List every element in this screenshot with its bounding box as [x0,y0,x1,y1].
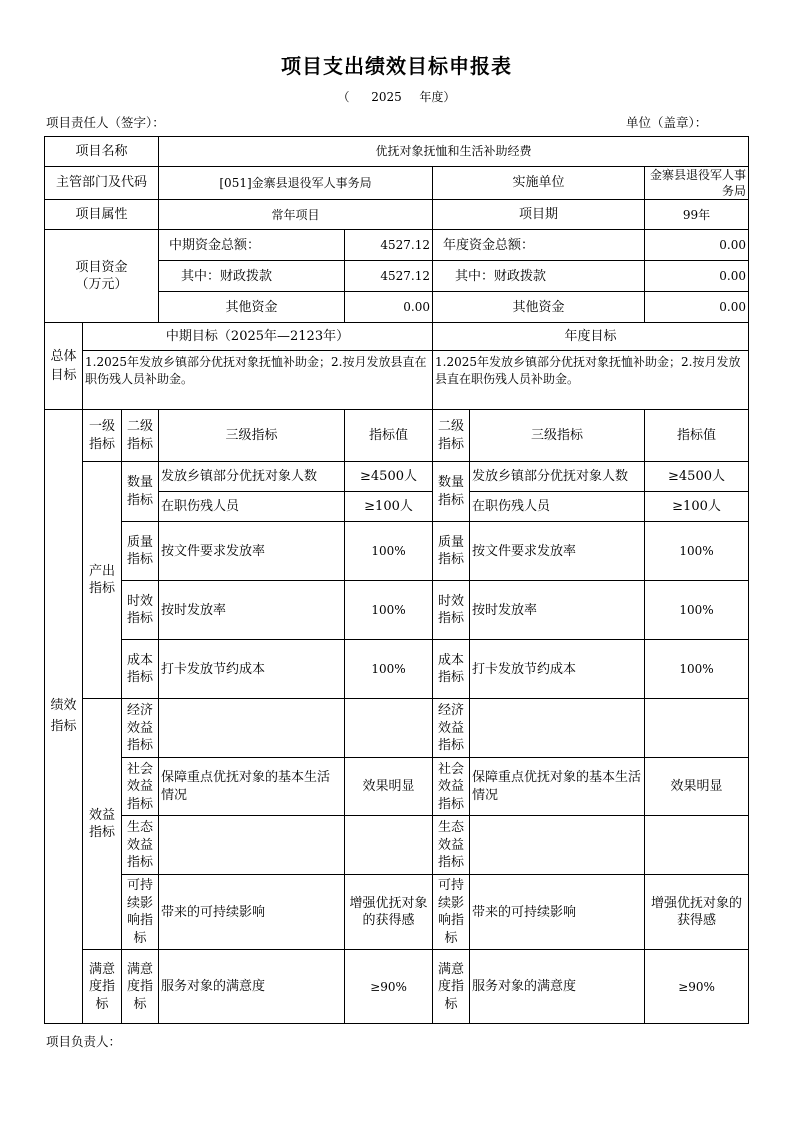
mid-other-value: 0.00 [345,292,433,323]
dept-value: [051]金寨县退役军人事务局 [159,167,433,200]
row-l3-year: 按时发放率 [470,581,645,640]
year-total-value: 0.00 [645,230,749,261]
header-level2-mid: 二级指标 [122,410,159,462]
row-l3-year: 服务对象的满意度 [470,950,645,1024]
row-l3-year: 带来的可持续影响 [470,875,645,950]
year-total-label: 年度资金总额： [433,230,645,261]
row-value-year: 100% [645,522,749,581]
overall-goal-label: 总体目标 [45,323,83,410]
row-l2-mid: 成本指标 [122,640,159,699]
row-value-year: ≥90% [645,950,749,1024]
header-value-mid: 指标值 [345,410,433,462]
row-value-mid: ≥90% [345,950,433,1024]
row-l2-year: 时效指标 [433,581,470,640]
year-line [0,88,793,105]
header-value-year: 指标值 [645,410,749,462]
row-l2-mid: 数量指标 [122,462,159,522]
row-value-mid [345,699,433,758]
header-level1: 一级指标 [83,410,122,462]
row-l3-mid: 服务对象的满意度 [159,950,345,1024]
mid-total-value: 4527.12 [345,230,433,261]
project-name-label: 项目名称 [45,137,159,167]
year-fiscal-value: 0.00 [645,261,749,292]
output-label: 产出指标 [83,462,122,699]
row-value-year: 100% [645,640,749,699]
row-value-year: 效果明显 [645,758,749,816]
page-title: 项目支出绩效目标申报表 [281,54,512,78]
row-l3-year [470,816,645,875]
row-l3-year: 在职伤残人员 [470,492,645,522]
row-l3-year: 按文件要求发放率 [470,522,645,581]
row-value-year [645,816,749,875]
mid-goal-text: 1.2025年发放乡镇部分优抚对象抚恤补助金；2.按月发放县直在职伤残人员补助金。 [83,351,433,410]
dept-label: 主管部门及代码 [45,167,159,200]
attr-value: 常年项目 [159,200,433,230]
perf-label: 绩效指标 [45,410,83,1024]
row-l2-mid: 社会效益指标 [122,758,159,816]
row-l2-mid: 质量指标 [122,522,159,581]
mid-goal-header: 中期目标（2025年—2123年） [83,323,433,351]
row-value-year: 100% [645,581,749,640]
row-l2-year: 可持续影响指标 [433,875,470,950]
satisfaction-label: 满意度指标 [83,950,122,1024]
impl-value: 金寨县退役军人事务局 [645,167,749,200]
row-l3-mid [159,699,345,758]
header-level3-year: 三级指标 [470,410,645,462]
footer-label: 项目负责人： [46,1034,122,1049]
row-l3-mid: 带来的可持续影响 [159,875,345,950]
attr-label: 项目属性 [45,200,159,230]
row-l3-mid [159,816,345,875]
row-value-mid: 增强优抚对象的获得感 [345,875,433,950]
row-l3-year: 打卡发放节约成本 [470,640,645,699]
mid-fiscal-label: 其中：财政拨款 [159,261,345,292]
row-value-mid [345,816,433,875]
row-value-mid: 100% [345,640,433,699]
row-l3-year [470,699,645,758]
row-value-mid: ≥100人 [345,492,433,522]
project-name-value: 优抚对象抚恤和生活补助经费 [159,137,749,167]
row-value-year: ≥100人 [645,492,749,522]
row-value-mid: 100% [345,581,433,640]
period-value: 99年 [645,200,749,230]
row-l2-mid: 时效指标 [122,581,159,640]
year-goal-text: 1.2025年发放乡镇部分优抚对象抚恤补助金；2.按月发放县直在职伤残人员补助金。 [433,351,749,410]
year-fiscal-label: 其中：财政拨款 [433,261,645,292]
year-value: 2025 [371,90,402,104]
row-value-year: 增强优抚对象的获得感 [645,875,749,950]
impl-label: 实施单位 [433,167,645,200]
row-value-year: ≥4500人 [645,462,749,492]
year-close: 年度） [419,90,456,104]
performance-table [44,136,749,1024]
mid-other-label: 其他资金 [159,292,345,323]
row-l2-year: 社会效益指标 [433,758,470,816]
row-l3-mid: 在职伤残人员 [159,492,345,522]
row-l2-mid: 可持续影响指标 [122,875,159,950]
header-level2-year: 二级指标 [433,410,470,462]
header-level3-mid: 三级指标 [159,410,345,462]
row-l3-mid: 发放乡镇部分优抚对象人数 [159,462,345,492]
row-l2-year: 经济效益指标 [433,699,470,758]
funds-label: 项目资金 （万元） [45,230,159,323]
mid-total-label: 中期资金总额： [159,230,345,261]
period-label: 项目期 [433,200,645,230]
row-l2-mid: 经济效益指标 [122,699,159,758]
row-l3-mid: 按时发放率 [159,581,345,640]
row-value-mid: ≥4500人 [345,462,433,492]
year-other-value: 0.00 [645,292,749,323]
row-l3-year: 发放乡镇部分优抚对象人数 [470,462,645,492]
row-value-year [645,699,749,758]
row-l3-mid: 按文件要求发放率 [159,522,345,581]
row-value-mid: 效果明显 [345,758,433,816]
row-l2-year: 生态效益指标 [433,816,470,875]
benefit-label: 效益指标 [83,699,122,950]
year-other-label: 其他资金 [433,292,645,323]
row-l2-year: 成本指标 [433,640,470,699]
row-l2-year: 质量指标 [433,522,470,581]
row-l3-mid: 保障重点优抚对象的基本生活情况 [159,758,345,816]
mid-fiscal-value: 4527.12 [345,261,433,292]
year-open: （ [337,90,350,104]
row-l3-year: 保障重点优抚对象的基本生活情况 [470,758,645,816]
row-l2-year: 满意度指标 [433,950,470,1024]
row-l3-mid: 打卡发放节约成本 [159,640,345,699]
unit-label: 单位（盖章）： [626,115,708,130]
row-l2-mid: 满意度指标 [122,950,159,1024]
year-goal-header: 年度目标 [433,323,749,351]
row-l2-year: 数量指标 [433,462,470,522]
row-l2-mid: 生态效益指标 [122,816,159,875]
responsible-label: 项目责任人（签字）： [46,115,165,130]
row-value-mid: 100% [345,522,433,581]
